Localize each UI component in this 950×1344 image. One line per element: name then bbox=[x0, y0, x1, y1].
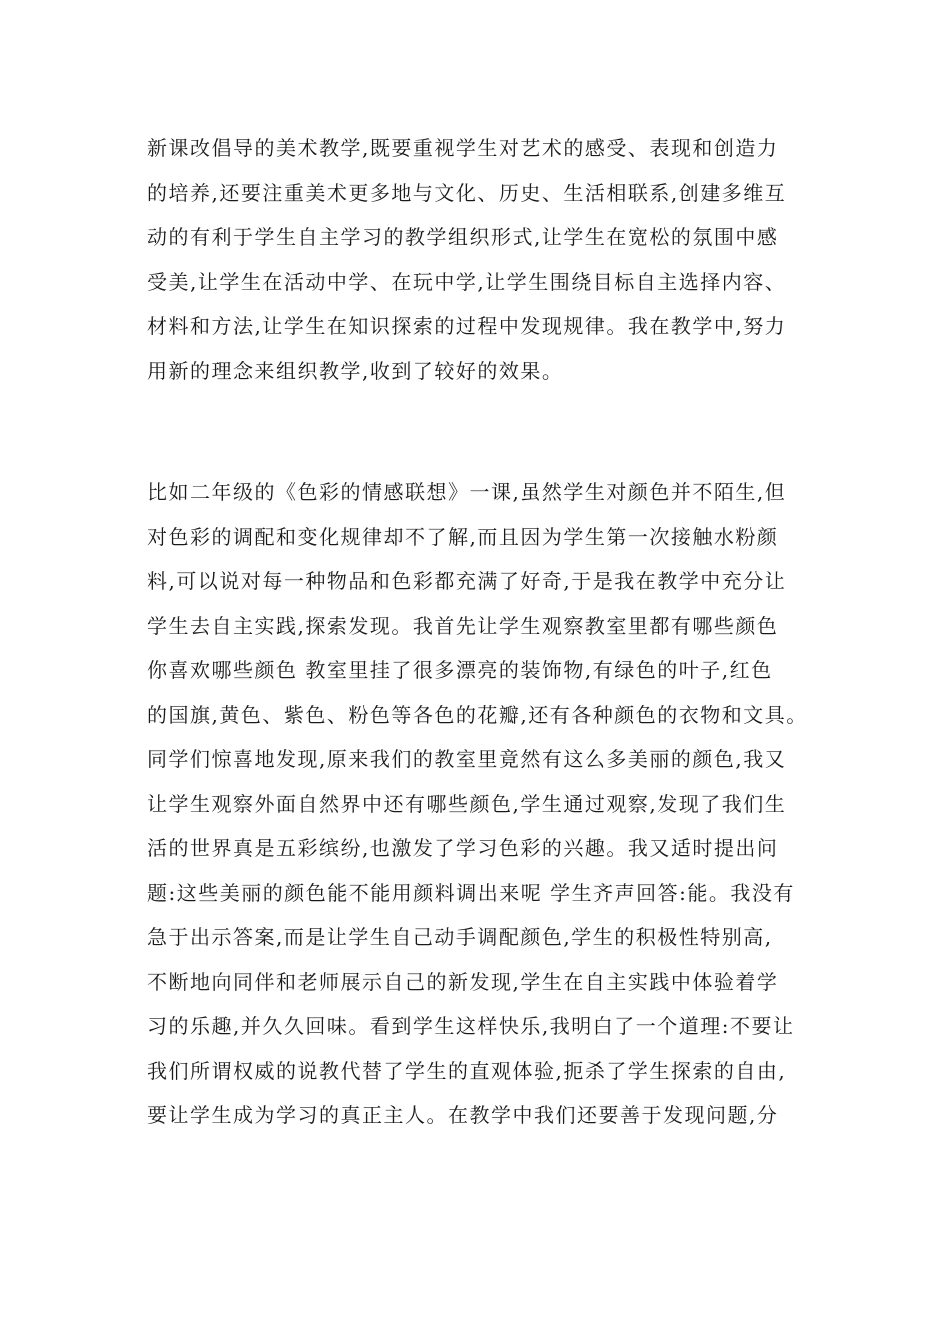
text-line: 学生去自主实践,探索发现。我首先让学生观察教室里都有哪些颜色 bbox=[147, 613, 779, 638]
text-line: 对色彩的调配和变化规律却不了解,而且因为学生第一次接触水粉颜 bbox=[147, 524, 779, 549]
text-line: 动的有利于学生自主学习的教学组织形式,让学生在宽松的氛围中感 bbox=[147, 225, 779, 249]
text-line: 急于出示答案,而是让学生自己动手调配颜色,学生的积极性特别高, bbox=[147, 925, 773, 949]
text-line: 比如二年级的《色彩的情感联想》一课,虽然学生对颜色并不陌生,但 bbox=[147, 480, 787, 504]
text-line: 的培养,还要注重美术更多地与文化、历史、生活相联系,创建多维互 bbox=[147, 180, 787, 205]
text-line: 用新的理念来组织教学,收到了较好的效果。 bbox=[147, 358, 564, 383]
text-line: 题:这些美丽的颜色能不能用颜料调出来呢 学生齐声回答:能。我没有 bbox=[147, 880, 795, 905]
paragraph-color-lesson-example bbox=[147, 470, 847, 1138]
text-line: 你喜欢哪些颜色 教室里挂了很多漂亮的装饰物,有绿色的叶子,红色 bbox=[147, 658, 773, 682]
text-line: 受美,让学生在活动中学、在玩中学,让学生围绕目标自主选择内容、 bbox=[147, 269, 787, 294]
text-line: 我们所谓权威的说教代替了学生的直观体验,扼杀了学生探索的自由, bbox=[147, 1058, 787, 1083]
text-line: 要让学生成为学习的真正主人。在教学中我们还要善于发现问题,分 bbox=[147, 1103, 779, 1127]
text-line: 同学们惊喜地发现,原来我们的教室里竟然有这么多美丽的颜色,我又 bbox=[147, 747, 787, 771]
text-line: 让学生观察外面自然界中还有哪些颜色,学生通过观察,发现了我们生 bbox=[147, 791, 787, 816]
text-line: 的国旗,黄色、紫色、粉色等各色的花瓣,还有各种颜色的衣物和文具。 bbox=[147, 702, 808, 727]
text-line: 新课改倡导的美术教学,既要重视学生对艺术的感受、表现和创造力 bbox=[147, 136, 779, 160]
text-line: 习的乐趣,并久久回味。看到学生这样快乐,我明白了一个道理:不要让 bbox=[147, 1014, 795, 1038]
text-line: 材料和方法,让学生在知识探索的过程中发现规律。我在教学中,努力 bbox=[147, 314, 787, 338]
text-line: 料,可以说对每一种物品和色彩都充满了好奇,于是我在教学中充分让 bbox=[147, 569, 787, 593]
text-line: 不断地向同伴和老师展示自己的新发现,学生在自主实践中体验着学 bbox=[147, 969, 779, 994]
paragraph-teaching-philosophy bbox=[147, 126, 847, 393]
text-line: 活的世界真是五彩缤纷,也激发了学习色彩的兴趣。我又适时提出问 bbox=[147, 836, 779, 860]
